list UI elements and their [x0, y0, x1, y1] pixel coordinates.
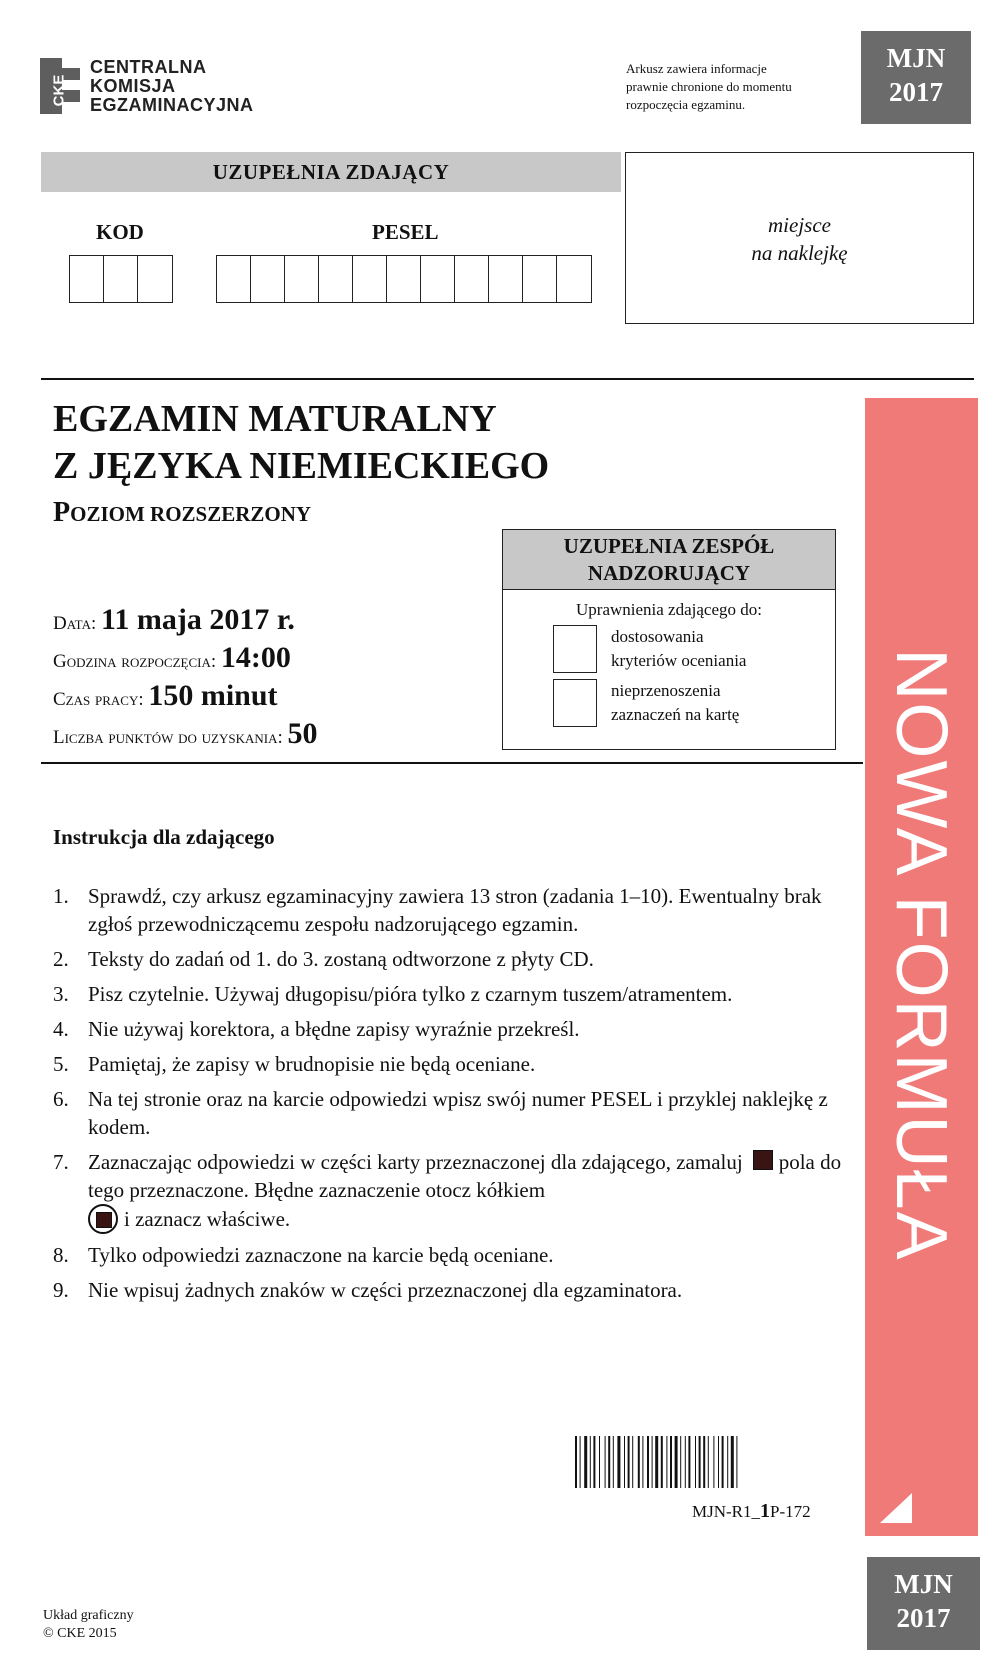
- title-line: EGZAMIN MATURALNY: [53, 398, 497, 440]
- barcode-stripe: [708, 1436, 709, 1488]
- pesel-digit-box[interactable]: [251, 256, 285, 302]
- item-number: 6.: [53, 1087, 69, 1111]
- points-value: 50: [287, 717, 318, 750]
- start-label: Godzina rozpoczęcia:: [53, 651, 217, 672]
- kod-digit-box[interactable]: [104, 256, 138, 302]
- divider: [41, 378, 974, 380]
- barcode-stripe: [695, 1436, 696, 1488]
- item-number: 1.: [53, 884, 69, 908]
- barcode-stripe: [731, 1436, 734, 1488]
- filler-heading: UZUPEŁNIA ZDAJĄCY: [41, 152, 621, 192]
- exam-level: [53, 497, 311, 529]
- sticker-text: miejsce: [768, 213, 831, 237]
- divider: [41, 762, 863, 764]
- list-item: [53, 945, 843, 973]
- kod-input[interactable]: [69, 255, 173, 303]
- barcode-stripe: [688, 1436, 690, 1488]
- item-number: 2.: [53, 947, 69, 971]
- pesel-digit-box[interactable]: [353, 256, 387, 302]
- barcode-stripe: [628, 1436, 630, 1488]
- list-item: [53, 1050, 843, 1078]
- logo-line: CENTRALNA: [90, 57, 207, 77]
- barcode-stripe: [655, 1436, 658, 1488]
- exam-code: MJN: [894, 1569, 953, 1599]
- pesel-digit-box[interactable]: [455, 256, 489, 302]
- barcode-stripe: [613, 1436, 614, 1488]
- item-number: 4.: [53, 1017, 69, 1041]
- barcode-stripe: [713, 1436, 714, 1488]
- item-number: 7.: [53, 1150, 69, 1174]
- list-item: [53, 1015, 843, 1043]
- barcode-stripe: [666, 1436, 667, 1488]
- barcode-stripe: [580, 1436, 581, 1488]
- sticker-text: na naklejkę: [751, 241, 848, 265]
- pesel-digit-box[interactable]: [285, 256, 319, 302]
- barcode-prefix: MJN-R1_: [692, 1502, 761, 1521]
- barcode-stripe: [624, 1436, 625, 1488]
- barcode-bold: 1: [760, 1500, 771, 1522]
- barcode-stripe: [638, 1436, 640, 1488]
- item-text-part: Zaznaczając odpowiedzi w części karty przeznaczonej dla zdającego, zamaluj: [88, 1150, 743, 1174]
- exam-code: MJN: [886, 43, 946, 73]
- item-text: Teksty do zadań od 1. do 3. zostaną odtworzone z płyty CD.: [88, 947, 594, 971]
- barcode-stripe: [632, 1436, 633, 1488]
- footer-line: © CKE 2015: [43, 1626, 117, 1641]
- barcode-stripe: [605, 1436, 606, 1488]
- item-text: Pamiętaj, że zapisy w brudnopisie nie będą oceniane.: [88, 1052, 536, 1076]
- barcode-stripe: [703, 1436, 705, 1488]
- item-number: 8.: [53, 1243, 69, 1267]
- pesel-digit-box[interactable]: [319, 256, 353, 302]
- exam-code-box-bottom: [867, 1557, 980, 1650]
- barcode-stripe: [736, 1436, 737, 1488]
- item-text: [88, 1148, 843, 1234]
- list-item: [53, 980, 843, 1008]
- supervisors-box: [502, 529, 836, 750]
- item-number: 9.: [53, 1278, 69, 1302]
- no-transfer-checkbox[interactable]: [553, 679, 597, 727]
- level-rest: OZIOM ROZSZERZONY: [70, 502, 312, 526]
- exam-year: 2017: [889, 77, 943, 107]
- date-value: 11 maja 2017 r.: [101, 603, 295, 636]
- item-text: Nie wpisuj żadnych znaków w części przeznaczonej dla egzaminatora.: [88, 1278, 683, 1302]
- barcode-stripe: [718, 1436, 719, 1488]
- legal-notice: [626, 60, 846, 114]
- pesel-digit-box[interactable]: [523, 256, 557, 302]
- barcode-stripe: [575, 1436, 577, 1488]
- exam-start: [53, 641, 291, 675]
- rights-label: Uprawnienia zdającego do:: [576, 600, 762, 619]
- exam-points: [53, 717, 317, 751]
- supervisors-heading: [503, 530, 835, 590]
- list-item: [53, 1241, 843, 1269]
- barcode-stripe: [584, 1436, 587, 1488]
- notice-line: prawnie chronione do momentu: [626, 79, 792, 94]
- no-transfer-label: [611, 679, 739, 727]
- adaptation-label-line: dostosowania: [611, 627, 704, 646]
- exam-date: [53, 603, 295, 637]
- title-line: Z JĘZYKA NIEMIECKIEGO: [53, 445, 550, 487]
- notice-line: rozpoczęcia egzaminu.: [626, 97, 746, 112]
- pesel-digit-box[interactable]: [387, 256, 421, 302]
- barcode-stripe: [599, 1436, 600, 1488]
- list-item: [53, 1085, 843, 1141]
- list-item: [53, 882, 843, 938]
- no-transfer-label-line: nieprzenoszenia: [611, 681, 721, 700]
- footer-credits: [43, 1607, 134, 1643]
- sticker-area: [625, 152, 974, 324]
- barcode-stripe: [617, 1436, 620, 1488]
- barcode-suffix: P-172: [770, 1502, 811, 1521]
- footer-line: Układ graficzny: [43, 1608, 134, 1623]
- time-label: Czas pracy:: [53, 689, 144, 710]
- item-text: Pisz czytelnie. Używaj długopisu/pióra tylko z czarnym tuszem/atramentem.: [88, 982, 733, 1006]
- time-value: 150 minut: [148, 679, 278, 712]
- barcode-stripe: [661, 1436, 663, 1488]
- adaptation-label: [611, 625, 746, 673]
- item-text: Na tej stronie oraz na karcie odpowiedzi wpisz swój numer PESEL i przyklej naklejkę z kodem.: [88, 1087, 828, 1139]
- item-text: Tylko odpowiedzi zaznaczone na karcie będą oceniane.: [88, 1243, 554, 1267]
- start-value: 14:00: [220, 641, 291, 674]
- pesel-input[interactable]: [216, 255, 592, 303]
- supervisors-heading-line: NADZORUJĄCY: [587, 561, 751, 585]
- corner-triangle: [880, 1493, 912, 1523]
- barcode-stripe: [699, 1436, 701, 1488]
- logo-abbr: CKE: [50, 74, 68, 107]
- barcode-stripe: [647, 1436, 649, 1488]
- date-label: Data:: [53, 613, 97, 634]
- pesel-digit-box[interactable]: [421, 256, 455, 302]
- pesel-digit-box[interactable]: [489, 256, 523, 302]
- notice-line: Arkusz zawiera informacje: [626, 61, 767, 76]
- kod-digit-box[interactable]: [70, 256, 104, 302]
- item-number: 3.: [53, 982, 69, 1006]
- adaptation-checkbox[interactable]: [553, 625, 597, 673]
- filled-square-icon: [753, 1150, 773, 1170]
- level-initial: P: [53, 497, 71, 528]
- barcode-stripe: [590, 1436, 591, 1488]
- instructions-heading: Instrukcja dla zdającego: [53, 825, 275, 849]
- barcode-image: [575, 1436, 842, 1488]
- exam-year: 2017: [896, 1603, 951, 1633]
- barcode-stripe: [642, 1436, 643, 1488]
- circled-square-icon: [88, 1204, 118, 1234]
- points-label: Liczba punktów do uzyskania:: [53, 727, 283, 748]
- item-number: 5.: [53, 1052, 69, 1076]
- logo-line: KOMISJA: [90, 76, 176, 96]
- item-text: Nie używaj korektora, a błędne zapisy wyraźnie przekreśl.: [88, 1017, 580, 1041]
- item-text-part: i zaznacz właściwe.: [124, 1207, 291, 1231]
- barcode-stripe: [593, 1436, 595, 1488]
- pesel-digit-box[interactable]: [217, 256, 251, 302]
- kod-digit-box[interactable]: [138, 256, 172, 302]
- barcode-stripe: [608, 1436, 610, 1488]
- no-transfer-label-line: zaznaczeń na kartę: [611, 705, 740, 724]
- barcode-stripe: [722, 1436, 724, 1488]
- pesel-label: PESEL: [372, 220, 439, 244]
- barcode-stripe: [680, 1436, 681, 1488]
- item-text: Sprawdź, czy arkusz egzaminacyjny zawiera 13 stron (zadania 1–10). Ewentualny brak zgłoś przewodniczącemu zespołu nadzorującego egzamin.: [88, 884, 822, 936]
- exam-code-box-top: [861, 31, 971, 124]
- barcode-stripe: [685, 1436, 686, 1488]
- pesel-digit-box[interactable]: [557, 256, 591, 302]
- adaptation-label-line: kryteriów oceniania: [611, 651, 747, 670]
- item-text-part: pola do tego przeznaczone. Błędne zaznaczenie otocz kółkiem: [88, 1150, 842, 1202]
- list-item: [53, 1276, 843, 1304]
- cke-logo-mark: [40, 58, 80, 114]
- exam-title: [53, 396, 549, 490]
- barcode-stripe: [675, 1436, 678, 1488]
- barcode-stripe: [652, 1436, 653, 1488]
- list-item: [53, 1148, 843, 1234]
- supervisors-heading-line: UZUPEŁNIA ZESPÓŁ: [563, 534, 775, 558]
- banner-text: NOWA FORMUŁA: [881, 648, 961, 1262]
- barcode-number: [692, 1500, 811, 1523]
- barcode-stripe: [727, 1436, 728, 1488]
- logo-bar: [62, 58, 80, 68]
- instructions-list: [53, 882, 843, 1311]
- exam-duration: [53, 679, 278, 713]
- barcode-stripe: [670, 1436, 672, 1488]
- logo-line: EGZAMINACYJNA: [90, 95, 254, 115]
- kod-label: KOD: [96, 220, 144, 244]
- logo-text: [90, 58, 254, 115]
